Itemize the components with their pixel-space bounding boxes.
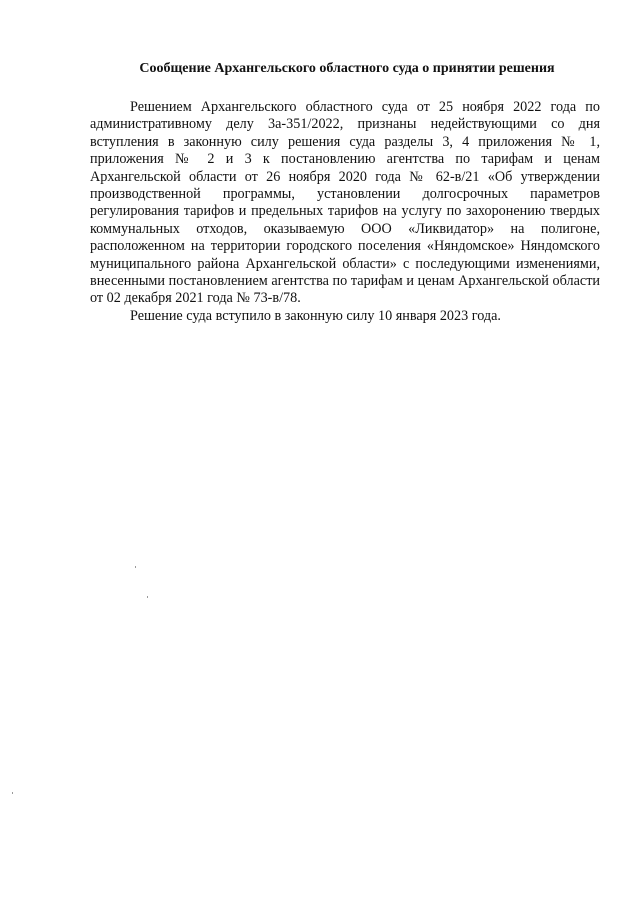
document-body	[90, 99, 600, 325]
scan-speck	[147, 596, 148, 598]
decision-paragraph: Решением Архангельского областного суда от 25 ноября 2022 года по административному делу 3а-351/2022, признаны недействующими со дня вступления в законную силу решения суда разделы 3, 4 приложения № 1, приложения № 2 и 3 к постановлению агентства по тарифам и ценам Архангельской области от 26 ноября 2020 года № 62-в/21 «Об утверждении производственной программы, установлении долгосрочных параметров регулирования тарифов и предельных тарифов на услугу по захоронению твердых коммунальных отходов, оказываемую ООО «Ликвидатор» на полигоне, расположенном на территории городского поселения «Няндомское» Няндомского муниципального района Архангельской области» с последующими изменениями, внесенными постановлением агентства по тарифам и ценам Архангельской области от 02 декабря 2021 года № 73-в/78.	[90, 99, 600, 307]
effective-date-paragraph: Решение суда вступило в законную силу 10 января 2023 года.	[130, 307, 501, 324]
document-title: Сообщение Архангельского областного суда о принятии решения	[139, 61, 555, 76]
scan-speck	[135, 566, 136, 568]
scan-speck	[12, 792, 13, 794]
